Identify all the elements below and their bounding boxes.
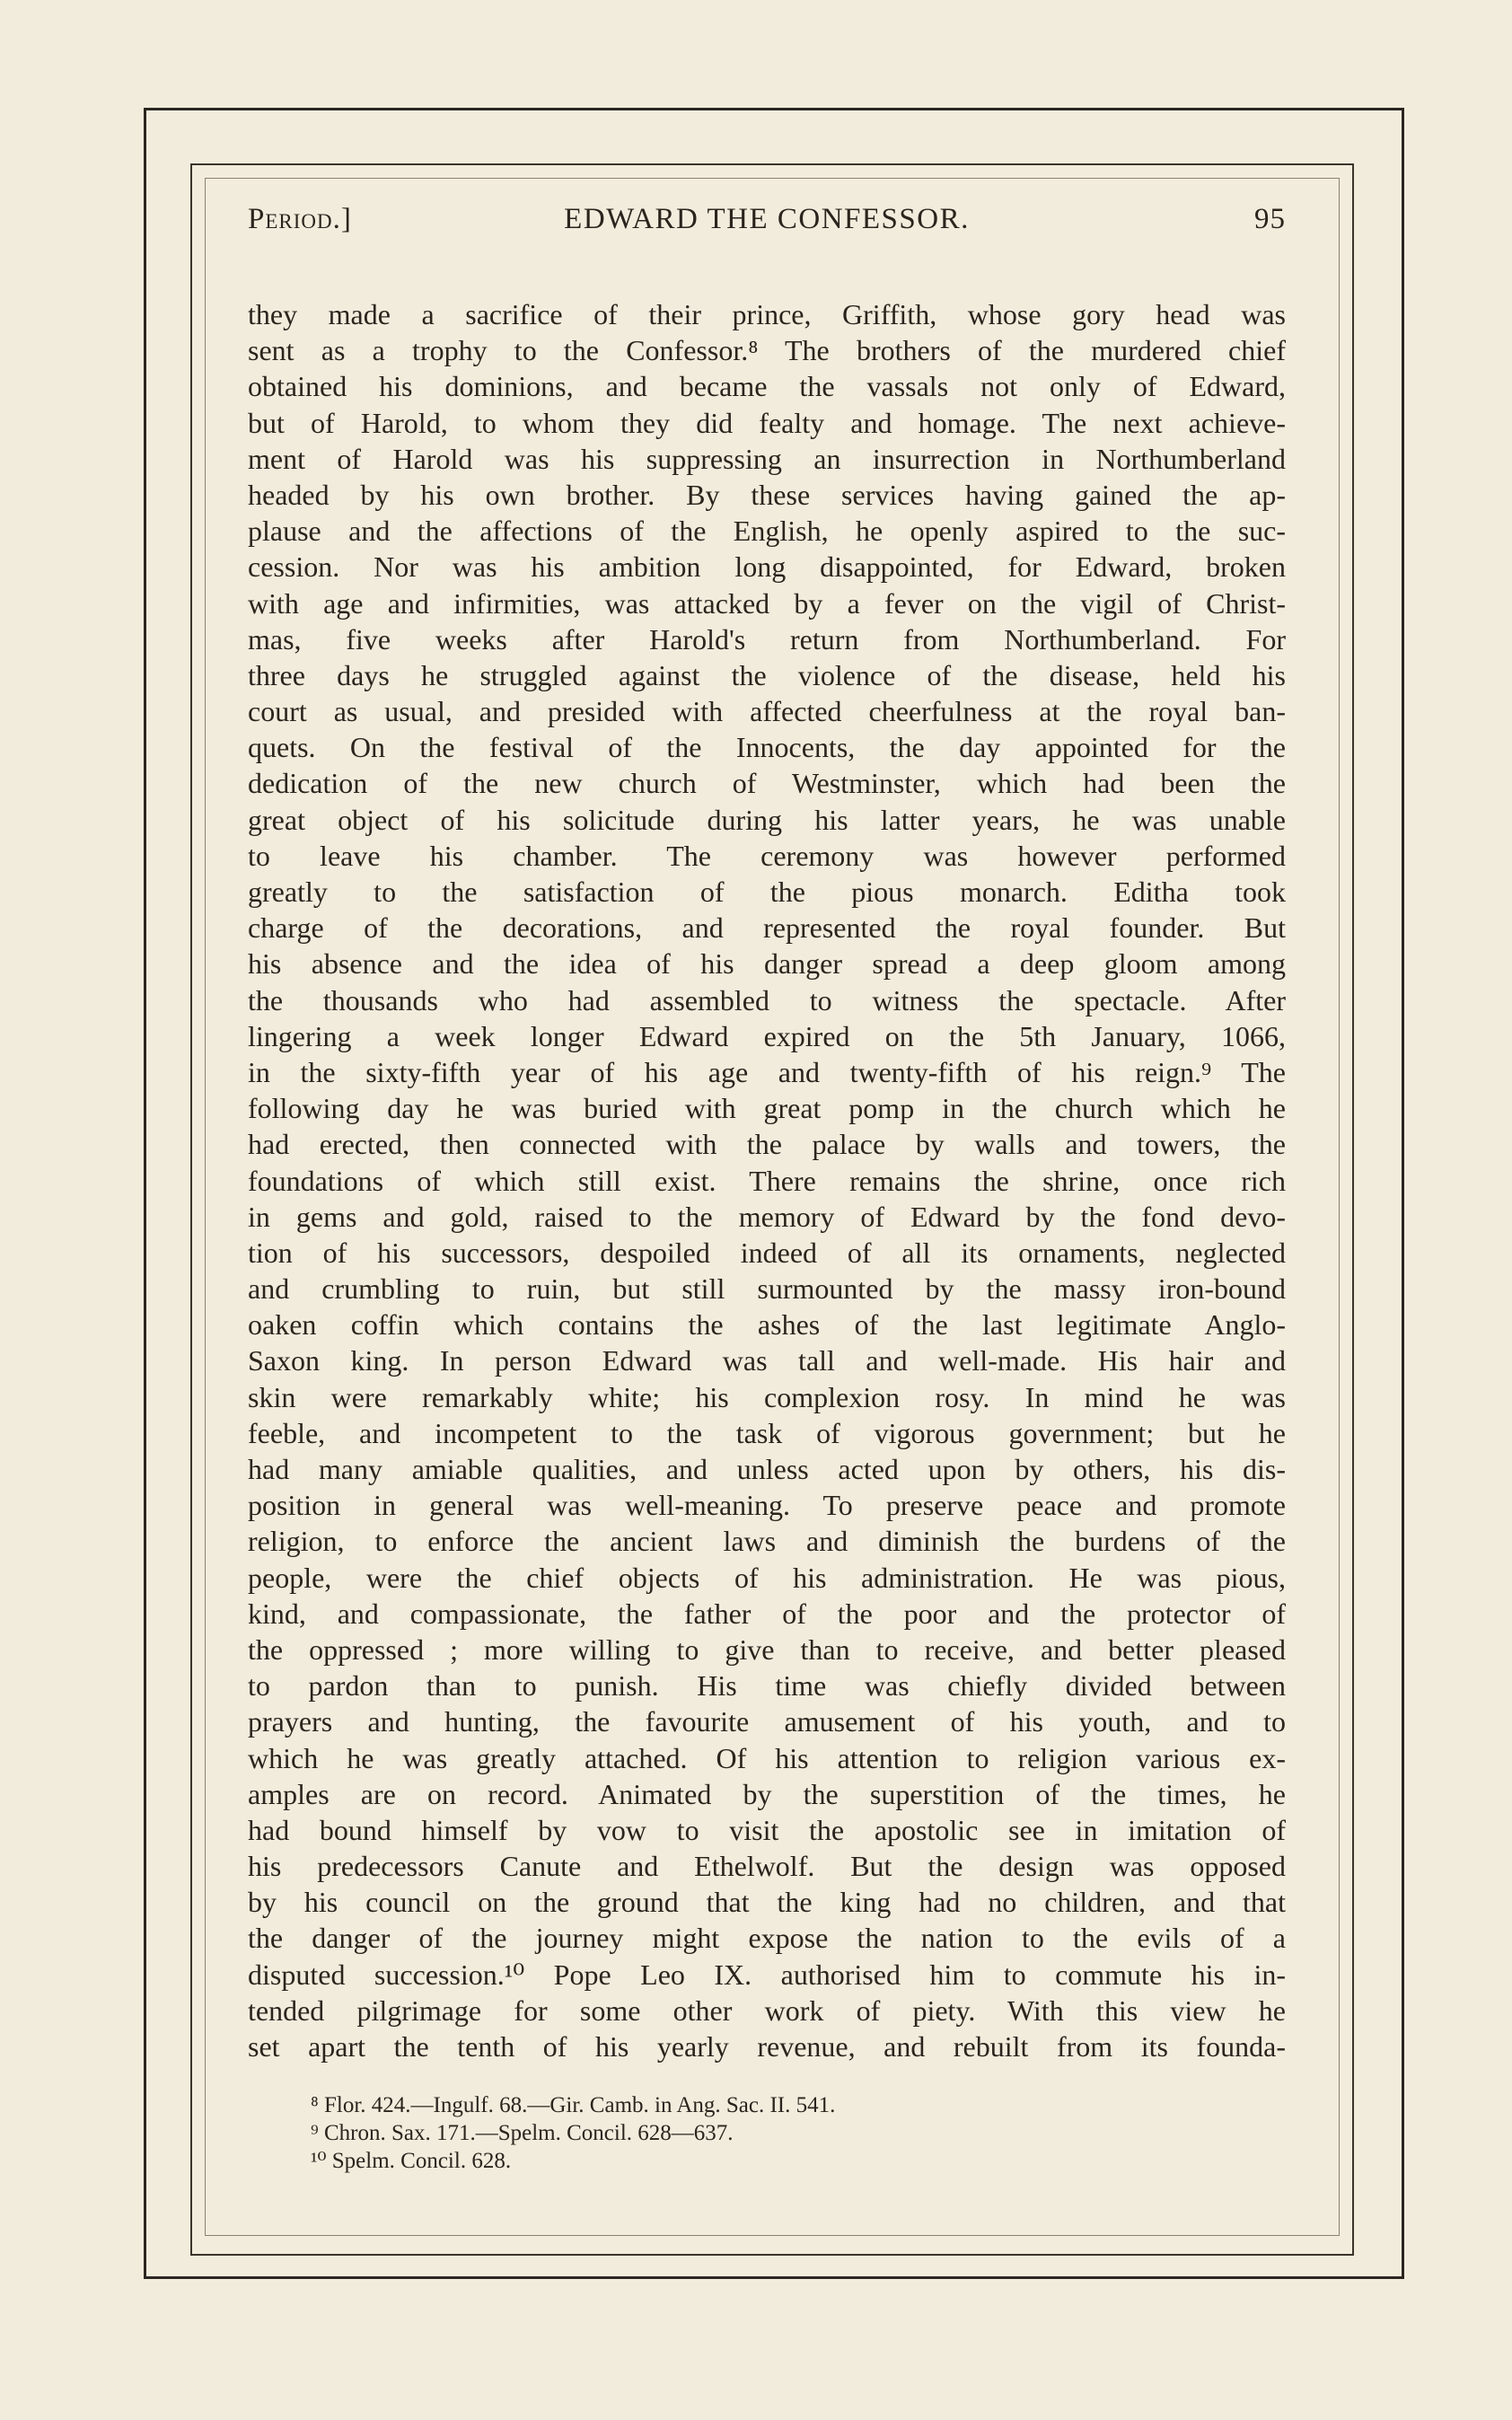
text-line: in gems and gold, raised to the memory of Edward by the fond devo- — [248, 1200, 1286, 1233]
text-line: court as usual, and presided with affected cheerfulness at the royal ban- — [248, 695, 1286, 728]
text-line: his absence and the idea of his danger spread a deep gloom among — [248, 947, 1286, 981]
footnote: ¹⁰ Spelm. Concil. 628. — [311, 2149, 512, 2174]
text-line: plause and the affections of the English, he openly aspired to the suc- — [248, 515, 1286, 548]
text-line: disputed succession.¹⁰ Pope Leo IX. authorised him to commute his in- — [248, 1958, 1286, 1991]
footnote: ⁸ Flor. 424.—Ingulf. 68.—Gir. Camb. in Ang. Sac. II. 541. — [311, 2093, 836, 2118]
text-line: tion of his successors, despoiled indeed of all its ornaments, neglected — [248, 1236, 1286, 1269]
text-line: but of Harold, to whom they did fealty and homage. The next achieve- — [248, 406, 1286, 439]
text-line: charge of the decorations, and represented the royal founder. But — [248, 911, 1286, 945]
text-line: oaken coffin which contains the ashes of the last legitimate Anglo- — [248, 1308, 1286, 1342]
text-line: they made a sacrifice of their prince, Griffith, whose gory head was — [248, 298, 1286, 330]
text-line: had bound himself by vow to visit the apostolic see in imitation of — [248, 1813, 1286, 1846]
text-line: skin were remarkably white; his complexion rosy. In mind he was — [248, 1380, 1286, 1413]
text-line: had erected, then connected with the palace by walls and towers, the — [248, 1128, 1286, 1161]
text-line: following day he was buried with great pomp in the church which he — [248, 1092, 1286, 1125]
text-line: set apart the tenth of his yearly revenue, and rebuilt from its founda- — [248, 2030, 1286, 2063]
text-line: headed by his own brother. By these services having gained the ap- — [248, 478, 1286, 511]
text-line: feeble, and incompetent to the task of vigorous government; but he — [248, 1416, 1286, 1449]
text-line: which he was greatly attached. Of his attention to religion various ex- — [248, 1741, 1286, 1774]
text-line: his predecessors Canute and Ethelwolf. But the design was opposed — [248, 1850, 1286, 1883]
body-text — [248, 296, 1286, 2064]
page-number: 95 — [1254, 203, 1286, 235]
text-line: Saxon king. In person Edward was tall and well-made. His hair and — [248, 1344, 1286, 1377]
text-line: foundations of which still exist. There remains the shrine, once rich — [248, 1164, 1286, 1197]
text-line: had many amiable qualities, and unless acted upon by others, his dis- — [248, 1453, 1286, 1485]
header-title: EDWARD THE CONFESSOR. — [564, 203, 970, 235]
text-line: religion, to enforce the ancient laws and diminish the burdens of the — [248, 1525, 1286, 1558]
text-line: in the sixty-fifth year of his age and twenty-fifth of his reign.⁹ The — [248, 1055, 1286, 1088]
text-line: quets. On the festival of the Innocents, the day appointed for the — [248, 731, 1286, 764]
text-line: greatly to the satisfaction of the pious monarch. Editha took — [248, 876, 1286, 908]
text-line: three days he struggled against the violence of the disease, held his — [248, 658, 1286, 691]
text-line: ment of Harold was his suppressing an insurrection in Northumberland — [248, 442, 1286, 475]
text-line: dedication of the new church of Westminster, which had been the — [248, 767, 1286, 800]
text-line: position in general was well-meaning. To preserve peace and promote — [248, 1489, 1286, 1522]
text-line: kind, and compassionate, the father of the poor and the protector of — [248, 1597, 1286, 1630]
text-line: people, were the chief objects of his administration. He was pious, — [248, 1561, 1286, 1594]
text-line: tended pilgrimage for some other work of piety. With this view he — [248, 1993, 1286, 2027]
text-line: to leave his chamber. The ceremony was however performed — [248, 839, 1286, 872]
text-line: to pardon than to punish. His time was chiefly divided between — [248, 1669, 1286, 1703]
book-page — [248, 203, 1286, 2175]
text-line: with age and infirmities, was attacked by a fever on the vigil of Christ- — [248, 586, 1286, 620]
running-header — [248, 203, 1286, 242]
text-line: sent as a trophy to the Confessor.⁸ The brothers of the murdered chief — [248, 334, 1286, 367]
text-line: mas, five weeks after Harold's return from Northumberland. For — [248, 622, 1286, 656]
text-line: lingering a week longer Edward expired on the 5th January, 1066, — [248, 1019, 1286, 1052]
text-line: the thousands who had assembled to witness the spectacle. After — [248, 983, 1286, 1016]
text-line: obtained his dominions, and became the vassals not only of Edward, — [248, 370, 1286, 403]
text-line: great object of his solicitude during his latter years, he was unable — [248, 803, 1286, 836]
text-line: the danger of the journey might expose the nation to the evils of a — [248, 1922, 1286, 1955]
text-line: cession. Nor was his ambition long disappointed, for Edward, broken — [248, 550, 1286, 584]
text-line: amples are on record. Animated by the superstition of the times, he — [248, 1777, 1286, 1810]
footnote: ⁹ Chron. Sax. 171.—Spelm. Concil. 628—637. — [311, 2121, 734, 2146]
header-section: Period.] — [248, 203, 352, 235]
footnotes — [248, 2091, 1286, 2175]
text-line: by his council on the ground that the king had no children, and that — [248, 1886, 1286, 1919]
text-line: the oppressed ; more willing to give than to receive, and better pleased — [248, 1632, 1286, 1666]
text-line: and crumbling to ruin, but still surmounted by the massy iron-bound — [248, 1272, 1286, 1306]
text-line: prayers and hunting, the favourite amusement of his youth, and to — [248, 1705, 1286, 1738]
